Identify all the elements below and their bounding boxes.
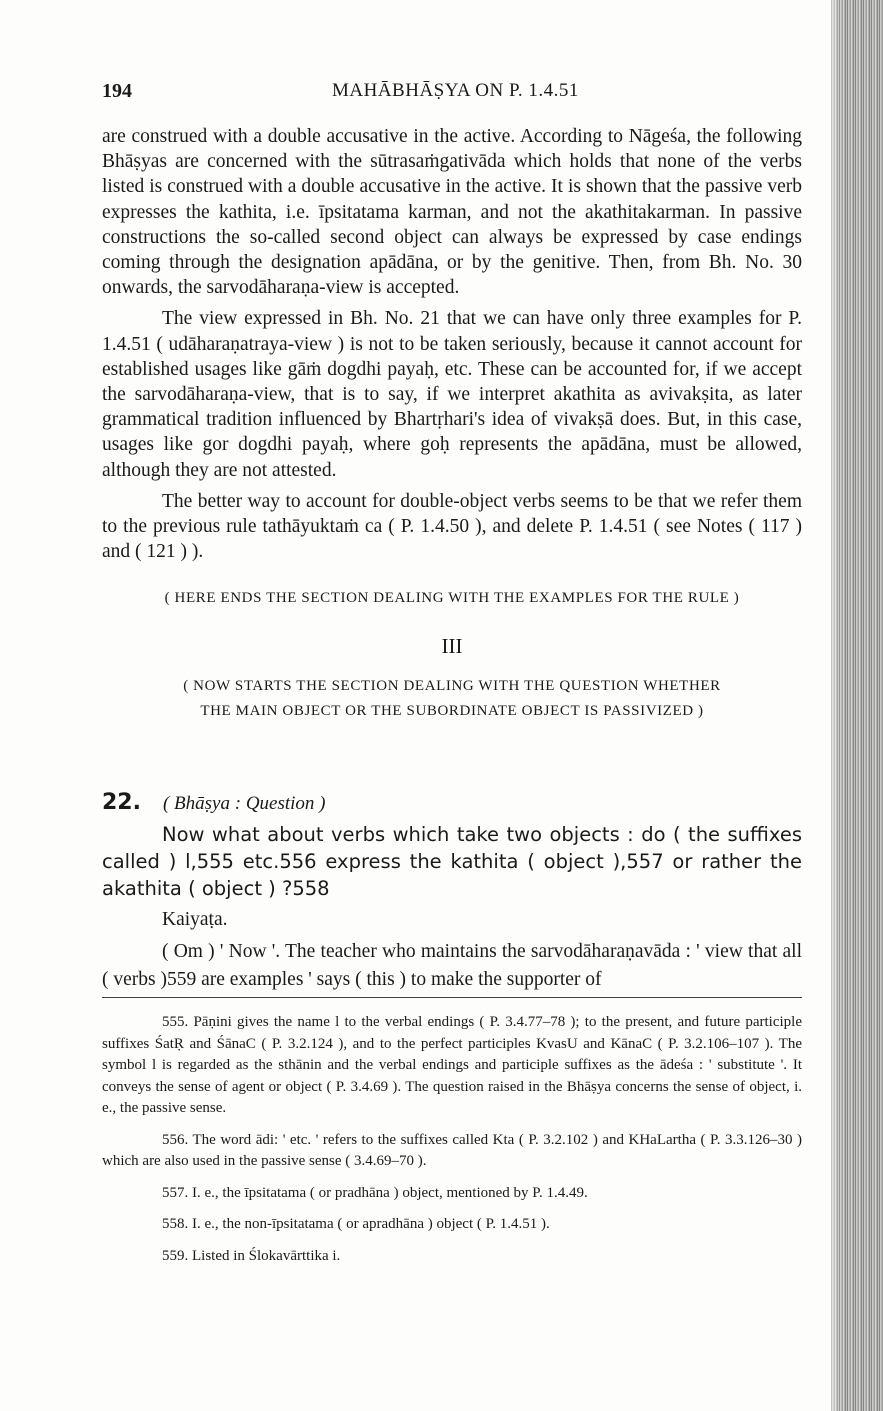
footnote-divider xyxy=(102,997,802,998)
kaiyata-text: ( Om ) ' Now '. The teacher who maintains the sarvodāharaṇavāda : ' view that all ( verbs )559 are examples ' says ( this ) to make the supporter of xyxy=(102,941,802,990)
footnote-557: 557. I. e., the īpsitatama ( or pradhāna ) object, mentioned by P. 1.4.49. xyxy=(162,1184,588,1201)
paragraph-1: are construed with a double accusative in the active. According to Nāgeśa, the following Bhāṣyas are concerned with the sūtrasaṁgativāda which holds that none of the verbs listed is construed with a double accusative in the active. It is shown that the passive verb expresses the kathita, i.e. īpsitatama karman, and not the akathitakarman. In passive constructions the so-called second object can always be expressed by case endings coming through the designation apādāna, or by the genitive. Then, from Bh. No. 30 onwards, the sarvodāharaṇa-view is accepted. xyxy=(102,126,802,299)
footnote-555: 555. Pāṇini gives the name l to the verbal endings ( P. 3.4.77–78 ); to the present, and future participle suffixes ŚatṚ and ŚānaC ( P. 3.2.124 ), and to the perfect participles KvasU and KānaC ( P. 3.2.106–107 ). The symbol l is regarded as the sthānin and the verbal endings and participle suffixes as the ādeśa : ' substitute '. It conveys the sense of agent or object ( P. 3.4.69 ). The question raised in the Bhāṣya concerns the sense of object, i. e., the passive sense. xyxy=(102,1014,802,1116)
bhasya-number: 22. xyxy=(102,790,141,815)
main-text xyxy=(102,124,802,724)
paragraph-2: The view expressed in Bh. No. 21 that we can have only three examples for P. 1.4.51 ( udāharaṇatraya-view ) is not to be taken seriously, because it cannot account for established usages like gāṁ dogdhi payaḥ, etc. These can be accounted for, if we accept the sarvodāharaṇa-view, that is to say, if we interpret akathita as avivakṣita, as later grammatical tradition influenced by Bhartṛhari's idea of vivakṣā does. But, in this case, usages like gor dogdhi payaḥ, where goḥ represents the apādāna, must be allowed, although they are not attested. xyxy=(102,308,802,481)
running-title: MAHĀBHĀṢYA ON P. 1.4.51 xyxy=(332,80,579,101)
page-header xyxy=(102,80,802,110)
section-number: III xyxy=(441,634,463,659)
page-number: 194 xyxy=(102,80,132,102)
paragraph-3: The better way to account for double-object verbs seems to be that we refer them to the previous rule tathāyuktaṁ ca ( P. 1.4.50 ), and delete P. 1.4.51 ( see Notes ( 117 ) and ( 121 ) ). xyxy=(102,490,802,563)
bhasya-question: Now what about verbs which take two objects : do ( the suffixes called ) l,555 etc.556 express the kathita ( object ),557 or rather the akathita ( object ) ?558 xyxy=(102,823,802,900)
kaiyata-heading: Kaiyaṭa. xyxy=(162,909,228,930)
footnote-558: 558. I. e., the non-īpsitatama ( or apradhāna ) object ( P. 1.4.51 ). xyxy=(162,1216,550,1232)
footnote-556: 556. The word ādi: ' etc. ' refers to the suffixes called Kta ( P. 3.2.102 ) and KHaLartha ( P. 3.3.126–30 ) which are also used in the passive sense ( 3.4.69–70 ). xyxy=(102,1131,802,1169)
section-start-note xyxy=(102,674,802,724)
bhasya-tag: ( Bhāṣya : Question ) xyxy=(162,793,326,814)
footnotes xyxy=(102,1012,802,1277)
section-start-line-1: ( NOW STARTS THE SECTION DEALING WITH THE QUESTION WHETHER xyxy=(183,677,721,694)
bhasya-block xyxy=(102,790,802,902)
footnote-559: 559. Listed in Ślokavārttika i. xyxy=(162,1247,341,1264)
section-start-line-2: THE MAIN OBJECT OR THE SUBORDINATE OBJECT IS PASSIVIZED ) xyxy=(200,702,704,719)
kaiyata-block xyxy=(102,906,802,994)
edge-shadow xyxy=(821,0,843,1411)
section-end-note: ( HERE ENDS THE SECTION DEALING WITH THE EXAMPLES FOR THE RULE ) xyxy=(164,590,740,607)
